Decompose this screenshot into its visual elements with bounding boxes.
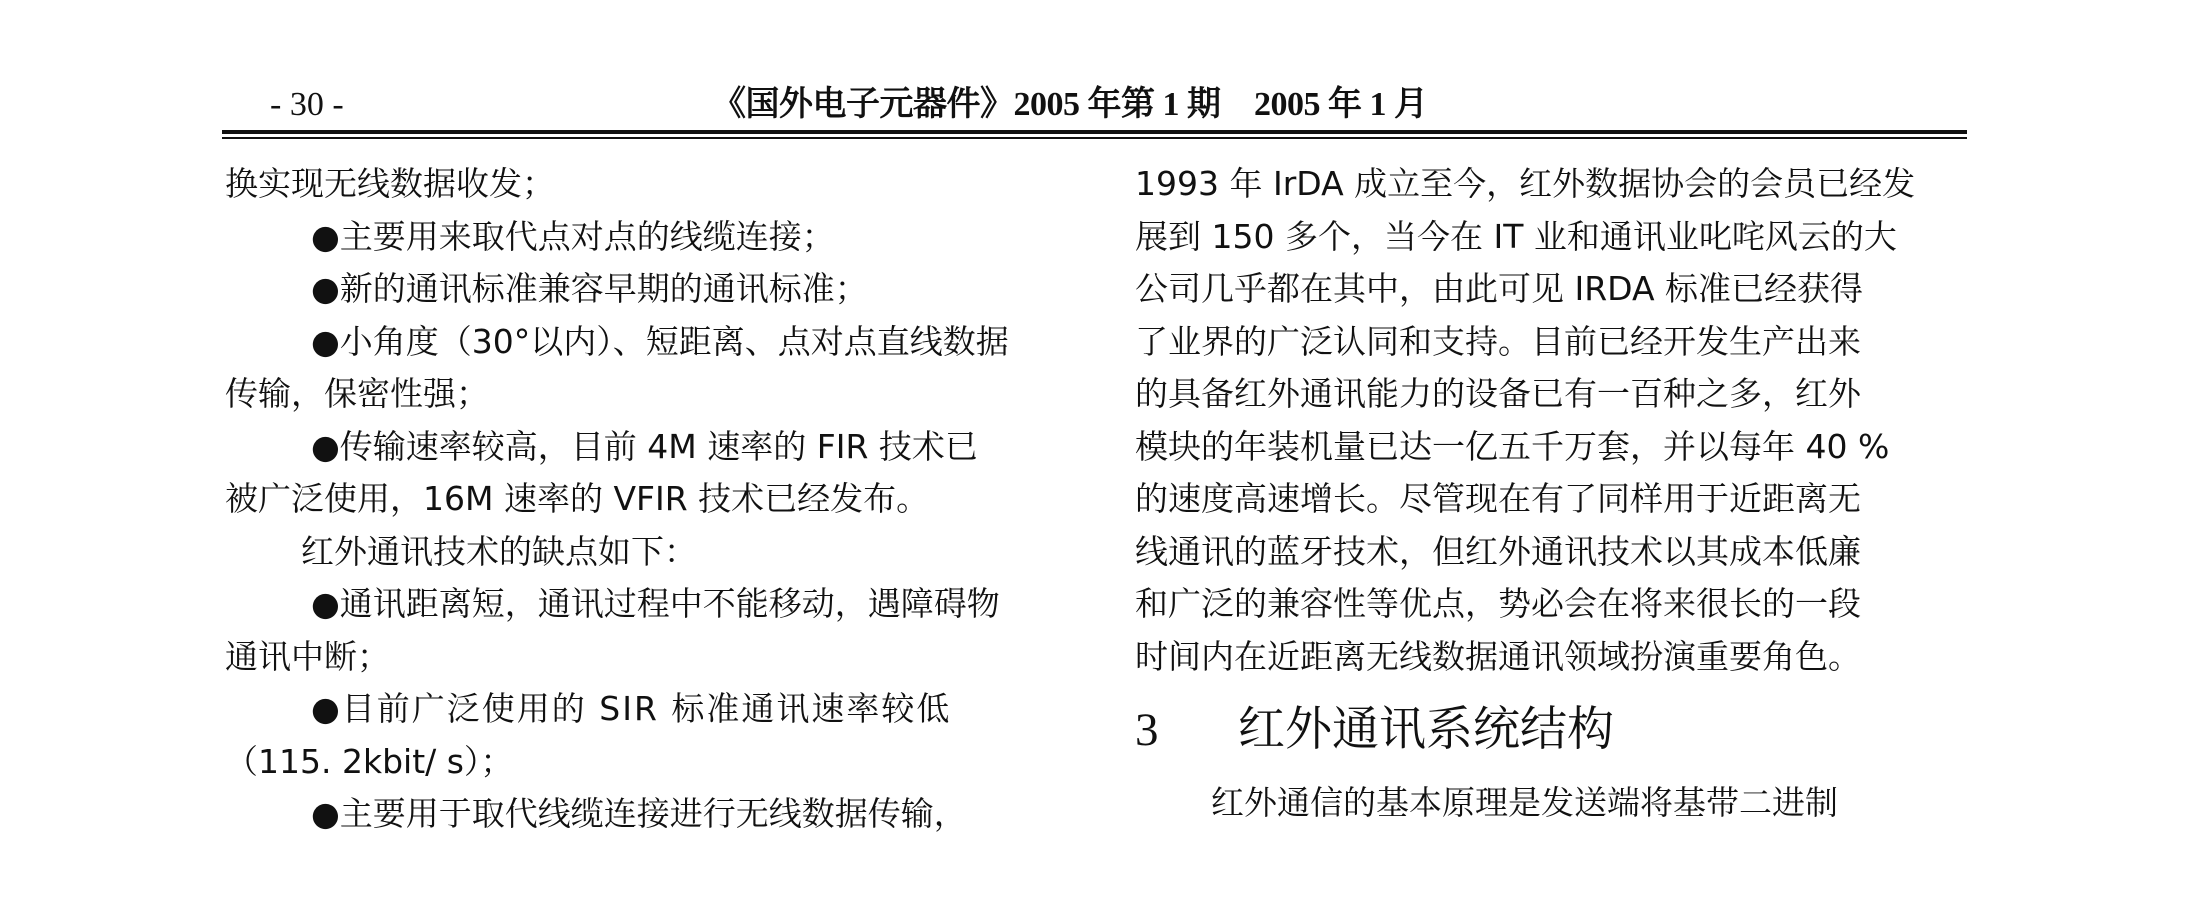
bullet-item: ●主要用来取代点对点的线缆连接； [311,216,835,256]
bullet-item: ●通讯距离短，通讯过程中不能移动，遇障碍物 [311,584,1000,623]
text-line: 1993 年 IrDA 成立至今，红外数据协会的会员已经发 [1135,164,1916,203]
bullet-item: ●主要用于取代线缆连接进行无线数据传输， [311,794,967,833]
section-number: 3 [1135,704,1159,756]
text-line: 的具备红外通讯能力的设备已有一百种之多，红外 [1135,374,1861,413]
section-heading [1135,691,1965,769]
text-line: 和广泛的兼容性等优点，势必会在将来很长的一段 [1135,584,1861,623]
journal-title: 《国外电子元器件》2005 年第 1 期 2005 年 1 月 [712,86,1428,123]
text-line: 的速度高速增长。尽管现在有了同样用于近距离无 [1135,479,1861,518]
text-line: （115. 2kbit/ s）； [225,741,514,781]
page-number: - 30 - [270,86,344,123]
text-line: 被广泛使用，16M 速率的 VFIR 技术已经发布。 [225,479,930,518]
right-column [1135,158,1965,830]
bullet-item: ●目前广泛使用的 SIR 标准通讯速率较低 [311,689,952,728]
running-header [222,85,1967,125]
text-line: 展到 150 多个，当今在 IT 业和通讯业叱咤风云的大 [1135,216,1897,256]
left-column [225,158,1063,841]
header-rule-thin [222,137,1967,139]
text-line: 传输，保密性强； [225,374,489,413]
bullet-item: ●传输速率较高，目前 4M 速率的 FIR 技术已 [311,426,978,466]
paragraph-lead: 红外通讯技术的缺点如下： [301,531,697,571]
text-line: 模块的年装机量已达一亿五千万套，并以每年 40 % [1135,426,1890,466]
bullet-item: ●新的通讯标准兼容早期的通讯标准； [311,269,868,308]
text-line: 线通讯的蓝牙技术，但红外通讯技术以其成本低廉 [1135,531,1861,571]
text-line: 换实现无线数据收发； [225,164,555,203]
text-line: 公司几乎都在其中，由此可见 IRDA 标准已经获得 [1135,269,1864,308]
paragraph-lead: 红外通信的基本原理是发送端将基带二进制 [1211,783,1838,822]
text-line: 通讯中断； [225,636,390,676]
header-rule-thick [222,130,1967,134]
text-line: 时间内在近距离无线数据通讯领域扮演重要角色。 [1135,636,1861,676]
bullet-item: ●小角度（30°以内）、短距离、点对点直线数据 [311,321,1009,361]
text-line: 了业界的广泛认同和支持。目前已经开发生产出来 [1135,321,1861,361]
section-title: 红外通讯系统结构 [1237,702,1614,757]
